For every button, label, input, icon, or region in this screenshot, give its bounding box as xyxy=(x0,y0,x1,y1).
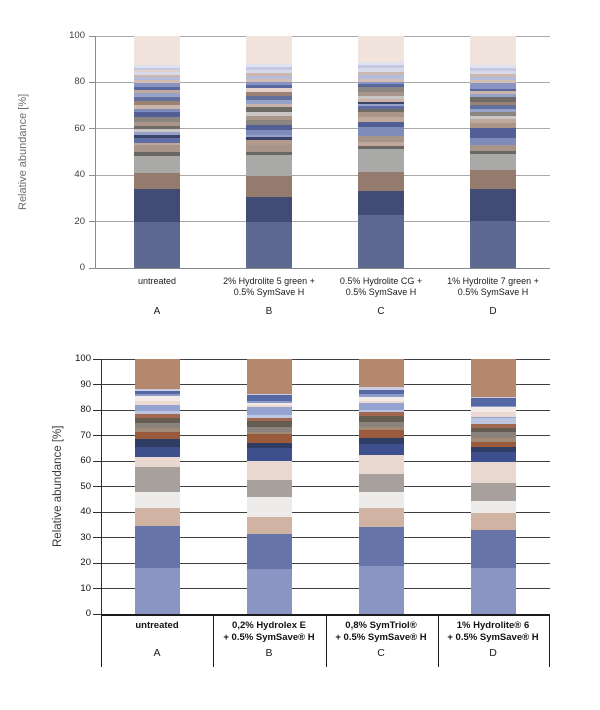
bar-segment xyxy=(247,461,292,480)
bar-segment xyxy=(247,480,292,497)
bar-segment xyxy=(471,483,516,501)
y-tick-label: 100 xyxy=(69,30,85,41)
category-label-line: 1% Hydrolite® 6 xyxy=(456,620,530,631)
bar-segment xyxy=(135,359,180,389)
bar-segment xyxy=(470,189,516,220)
bar-segment xyxy=(359,492,404,509)
category-label xyxy=(432,276,554,298)
stacked-bar xyxy=(471,359,516,614)
stacked-bar xyxy=(135,359,180,614)
category-label-line: + 0.5% SymSave® H xyxy=(447,632,539,643)
label-table-divider xyxy=(549,614,550,667)
y-tick-label: 60 xyxy=(74,122,85,134)
bar-segment xyxy=(358,215,404,268)
category-label-line: 0.5% Hydrolite CG + xyxy=(339,276,423,286)
bar-segment xyxy=(471,530,516,568)
bar-segment xyxy=(135,439,180,447)
bar-segment xyxy=(135,457,180,467)
bar-segment xyxy=(359,508,404,527)
bar-segment xyxy=(359,430,404,438)
bar-segment xyxy=(471,398,516,405)
bar-segment xyxy=(471,452,516,462)
category-label-line: 1% Hydrolite 7 green + xyxy=(447,276,539,286)
bar-segment xyxy=(359,527,404,565)
bar-segment xyxy=(135,508,180,526)
category-label-line: + 0.5% SymSave® H xyxy=(335,632,427,643)
bar-segment xyxy=(470,36,516,65)
category-label-line: untreated xyxy=(135,620,179,631)
category-label-line: + 0.5% SymSave® H xyxy=(223,632,315,643)
y-tick-label: 90 xyxy=(80,378,91,390)
bar-segment xyxy=(471,568,516,614)
bar-segment xyxy=(246,222,292,268)
stacked-bar xyxy=(470,36,516,268)
x-axis-line xyxy=(95,268,550,269)
bar-segment xyxy=(247,569,292,614)
y-axis-line xyxy=(101,359,102,614)
bar-segment xyxy=(135,568,180,614)
y-tick-label: 20 xyxy=(80,557,91,568)
y-axis-title: Relative abundance [%] xyxy=(17,93,29,211)
y-tick-label: 60 xyxy=(80,455,91,466)
bar-segment xyxy=(247,434,292,443)
bar-segment xyxy=(134,156,180,173)
category-label-line: 2% Hydrolite 5 green + xyxy=(223,276,315,286)
y-tick-label: 70 xyxy=(80,429,91,441)
label-table-divider xyxy=(326,614,327,667)
y-tick-label: 10 xyxy=(80,582,91,594)
bar-segment xyxy=(247,517,292,534)
bar-segment xyxy=(470,170,516,189)
y-axis-title: Relative abundance [%] xyxy=(52,425,64,548)
category-label xyxy=(96,276,218,287)
y-tick-label: 80 xyxy=(80,404,91,415)
bar-segment xyxy=(247,534,292,570)
bar-segment xyxy=(358,172,404,191)
bar-segment xyxy=(134,145,180,152)
bar-segment xyxy=(359,359,404,387)
category-letter: B xyxy=(265,306,273,317)
stacked-bar xyxy=(358,36,404,268)
category-label-line: 0,8% SymTriol® xyxy=(345,620,417,631)
bar-segment xyxy=(247,448,292,461)
category-label-line: 0.5% SymSave H xyxy=(233,287,305,297)
bar-segment xyxy=(134,222,180,268)
category-letter: D xyxy=(489,647,497,659)
bar-segment xyxy=(471,462,516,483)
bar-segment xyxy=(358,36,404,62)
y-tick-label: 0 xyxy=(79,262,85,273)
category-label-line: 0.5% SymSave H xyxy=(345,287,417,297)
category-label xyxy=(440,620,546,644)
y-tick-label: 20 xyxy=(74,215,85,227)
bar-segment xyxy=(471,359,516,397)
bar-segment xyxy=(470,221,516,268)
category-label xyxy=(208,276,330,298)
y-tick-label: 30 xyxy=(80,531,91,543)
bar-segment xyxy=(135,432,180,440)
category-letter: B xyxy=(265,647,273,659)
bar-segment xyxy=(246,36,292,63)
bar-segment xyxy=(359,444,404,455)
bar-segment xyxy=(135,526,180,568)
category-letter: D xyxy=(489,306,497,317)
bar-segment xyxy=(359,474,404,492)
stacked-bar xyxy=(246,36,292,268)
category-label xyxy=(216,620,322,644)
bar-segment xyxy=(246,155,292,176)
category-label-line: untreated xyxy=(137,276,177,286)
bar-segment xyxy=(358,127,404,135)
bar-segment xyxy=(247,497,292,517)
category-label xyxy=(104,620,210,632)
bar-segment xyxy=(470,138,516,145)
y-tick-label: 40 xyxy=(80,506,91,517)
bar-segment xyxy=(470,154,516,170)
label-table-divider xyxy=(213,614,214,667)
bar-segment xyxy=(471,513,516,530)
stacked-bar xyxy=(134,36,180,268)
y-tick-label: 0 xyxy=(85,608,91,619)
bar-segment xyxy=(135,447,180,457)
bar-segment xyxy=(471,501,516,513)
y-tick-label: 80 xyxy=(74,76,85,88)
bar-segment xyxy=(359,566,404,614)
bar-segment xyxy=(247,359,292,393)
bar-segment xyxy=(135,492,180,509)
bar-segment xyxy=(246,176,292,197)
bar-segment xyxy=(358,149,404,172)
y-tick-label: 40 xyxy=(74,169,85,181)
bar-segment xyxy=(134,36,180,65)
stacked-bar xyxy=(359,359,404,614)
bar-segment xyxy=(134,189,180,221)
category-letter: C xyxy=(377,306,385,317)
category-label xyxy=(328,620,434,644)
bar-segment xyxy=(134,173,180,189)
stacked-bar xyxy=(247,359,292,614)
category-label xyxy=(320,276,442,298)
bar-segment xyxy=(247,407,292,415)
bar-segment xyxy=(470,128,516,138)
category-letter: C xyxy=(377,647,385,659)
y-tick-label: 100 xyxy=(75,353,91,364)
bar-segment xyxy=(246,197,292,222)
y-tick-label: 50 xyxy=(80,480,91,492)
label-table-divider xyxy=(101,614,102,667)
category-label-line: 0.5% SymSave H xyxy=(457,287,529,297)
bar-segment xyxy=(358,191,404,215)
label-table-divider xyxy=(438,614,439,667)
bar-segment xyxy=(359,455,404,474)
category-label-line: 0,2% Hydrolex E xyxy=(232,620,306,631)
category-letter: A xyxy=(153,306,161,317)
bar-segment xyxy=(135,467,180,491)
category-letter: A xyxy=(153,647,161,659)
